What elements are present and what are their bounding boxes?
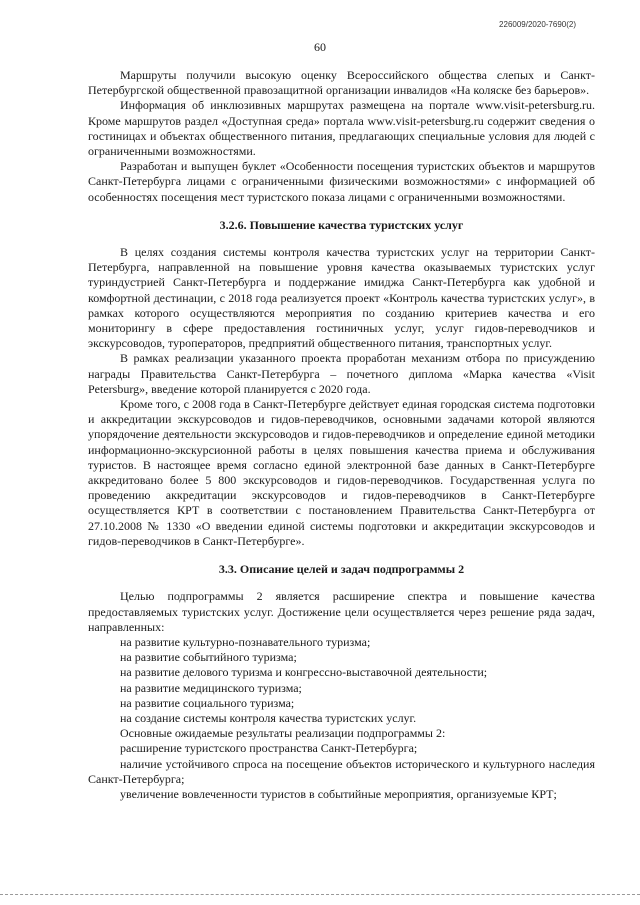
list-item: на развитие культурно-познавательного туризма; xyxy=(120,634,371,649)
paragraph: В рамках реализации указанного проекта проработан механизм отбора по присуждению награды Правительства Санкт-Петербурга – почетного диплома «Марка качества «Visit Petersburg», введение которой планируется с 2020 года. xyxy=(88,351,595,396)
document-body xyxy=(88,68,595,802)
section-heading: 3.3. Описание целей и задач подпрограммы 2 xyxy=(218,562,465,577)
paragraph: Информация об инклюзивных маршрутах размещена на портале www.visit-petersburg.ru. Кроме маршрутов раздел «Доступная среда» портала www.visit-petersburg.ru содержит сведения о гостиницах и объектах общественного питания, предлагающих специальные условия для людей с ограниченными возможностями. xyxy=(88,98,595,159)
document-id: 226009/2020-7690(2) xyxy=(499,20,576,29)
paragraph: Разработан и выпущен буклет «Особенности посещения туристских объектов и маршрутов Санкт-Петербурга лицами с ограниченными физическими возможностями» с информацией об особенностях посещения мест туристского показа лицами с ограниченными возможностями. xyxy=(88,159,595,204)
list-item: Основные ожидаемые результаты реализации подпрограммы 2: xyxy=(120,726,446,741)
section-heading: 3.2.6. Повышение качества туристских услуг xyxy=(219,217,464,232)
paragraph: Целью подпрограммы 2 является расширение спектра и повышение качества предоставляемых туристских услуг. Достижение цели осуществляется через решение ряда задач, направленных: xyxy=(88,589,595,634)
list-item: на развитие делового туризма и конгрессно-выставочной деятельности; xyxy=(120,665,488,680)
paragraph: Кроме того, с 2008 года в Санкт-Петербурге действует единая городская система подготовки и аккредитации экскурсоводов и гидов-переводчиков, основными задачами которой являются упорядочение деятельности экскурсоводов и гидов-переводчиков и определение единой методики информационно-экскурсионной работы в целях повышения качества приема и обслуживания туристов. В настоящее время согласно единой электронной базе данных в Санкт-Петербурге аккредитовано более 5 800 экскурсоводов и гидов-переводчиков. Государственная услуга по проведению аккредитации экскурсоводов и гидов-переводчиков в Санкт-Петербурге осуществляется КРТ в соответствии с постановлением Правительства Санкт-Петербурга от 27.10.2008 № 1330 «О введении единой системы подготовки и аккредитации экскурсоводов и гидов-переводчиков в Санкт-Петербурге». xyxy=(88,397,595,548)
list-item: на создание системы контроля качества туристских услуг. xyxy=(120,710,417,725)
list-item: увеличение вовлеченности туристов в событийные мероприятия, организуемые КРТ; xyxy=(120,786,557,801)
list-item: на развитие медицинского туризма; xyxy=(120,680,302,695)
list-item: на развитие событийного туризма; xyxy=(120,650,297,665)
scan-edge-line xyxy=(0,894,640,895)
list-item: наличие устойчивого спроса на посещение объектов исторического и культурного наследия Санкт-Петербурга; xyxy=(88,756,595,786)
page-number: 60 xyxy=(314,40,326,54)
paragraph: В целях создания системы контроля качества туристских услуг на территории Санкт-Петербурга, направленной на повышение уровня качества оказываемых туристских услуг туриндустрией Санкт-Петербурга и поддержание имиджа Санкт-Петербурга как удобной и комфортной дестинации, с 2018 года реализуется проект «Контроль качества туристских услуг», в рамках которого осуществляются мероприятия по созданию критериев качества и его мониторингу в сфере предоставления гостиничных услуг, услуг гидов-переводчиков и экскурсоводов, туроператоров, предприятий общественного питания, транспортных услуг. xyxy=(88,245,595,351)
list-item: расширение туристского пространства Санкт-Петербурга; xyxy=(120,741,418,756)
paragraph: Маршруты получили высокую оценку Всероссийского общества слепых и Санкт-Петербургской общественной правозащитной организации инвалидов «На коляске без барьеров». xyxy=(88,68,595,98)
list-item: на развитие социального туризма; xyxy=(120,695,295,710)
